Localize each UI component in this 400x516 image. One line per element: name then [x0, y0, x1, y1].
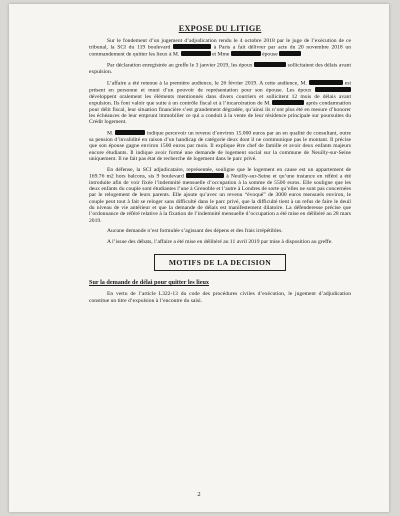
redaction-bar [231, 51, 261, 56]
redaction-bar [309, 80, 343, 85]
redaction-bar [254, 62, 286, 67]
section-title: MOTIFS DE LA DECISION [154, 254, 286, 271]
redaction-bar [186, 173, 224, 178]
paragraph-1: Sur le fondement d’un jugement d’adjudication rendu le 4 octobre 2018 par le juge de l’exécution de ce tribunal, la SCI du 119 boulevard à Paris a fait délivrer par acte du 20 novembre 2018 un commandement de quitter les lieux à M. et Mme épouse [89, 38, 351, 58]
redaction-bar [315, 87, 351, 92]
redaction-bar [115, 130, 145, 135]
paragraph-5: En défense, la SCI adjudicataire, représentée, souligne que le logement en cause est un appartement de 169.76 m2 hors balcons, sis 9 boulevard à Neuilly-sur-Seine et qu’une instance en référé a été introduite afin de voir fixée l’indemnité mensuelle d’occupation à la somme de 5500 euros. Elle souligne que les deux enfants du couple sont étudiantes l’une à Grenoble et l’autre à Londres de sorte qu’elles ne sont pas concernées par le relogement de leurs parents. Elle ajoute qu’avec un revenu “évoqué” de 3000 euros mensuels environ, le couple peut tout à fait se reloger sans difficulté dans le parc privé, que la difficulté tient à un refus de faire le deuil du niveau de vie antérieur et que la demande de délais est manifestement dilatoire. La défenderesse précise que l’ordonnance de référé relative à la fixation de l’indemnité mensuelle d’occupation a été mise en délibéré au 28 mars 2019. [89, 166, 351, 224]
subheading: Sur la demande de délai pour quitter les lieux [89, 279, 209, 287]
paragraph-6: Aucune demande n’est formulée s’agissant des dépens et des frais irrépétibles. [107, 228, 283, 235]
paragraph-2: Par déclaration enregistrée au greffe le 3 janvier 2019, les époux sollicitaient des délais avant expulsion. [89, 62, 351, 76]
document-body [89, 24, 351, 308]
paragraph-3: L’affaire a été retenue à la première audience, le 26 février 2019. A cette audience, M. est présent en personne et muni d’un pouvoir de représentation pour son épouse. Les époux développent oralement les éléments mentionnés dans divers courriers et sollicitent 12 mois de délais avant expulsion. Ils font valoir que suite à un contrôle fiscal et à l’incarcération de M. après condamnation pour délit fiscal, leur situation financière s’est grandement dégradée, qu’ainsi ils n’ont plus été en mesure d’honorer les échéances de leur emprunt immobilier ce qui a conduit à la vente de leur résidence principale sur poursuites du Crédit logement. [89, 80, 351, 126]
paragraph-7: A l’issue des débats, l’affaire a été mise en délibéré au 11 avril 2019 par mise à disposition au greffe. [107, 239, 333, 246]
redaction-bar [279, 51, 301, 56]
document-title: EXPOSE DU LITIGE [178, 24, 262, 33]
redaction-bar [173, 44, 211, 49]
page-number: 2 [197, 491, 201, 498]
paragraph-8: En vertu de l’article L322-13 du code des procédures civiles d’exécution, le jugement d’adjudication constitue un titre d’expulsion à l’encontre du saisi. [89, 291, 351, 304]
paragraph-4: M. indique percevoir un revenu d’environ 15.000 euros par an en qualité de consultant, outre sa pension d’invalidité en raison d’un handicap de catégorie deux dont il ne communique pas le montant. Il précise que son épouse gagne environ 1500 euros par mois. Il explique être chef de famille et avoir deux enfants majeurs encore étudiants. Il indique avoir formé une demande de logement social sur la commune de Neuilly-sur-Seine uniquement. Il ne fait pas état de recherche de logement dans le parc privé. [89, 130, 352, 162]
redaction-bar [181, 51, 211, 56]
redaction-bar [272, 100, 304, 105]
document-page [9, 4, 389, 512]
